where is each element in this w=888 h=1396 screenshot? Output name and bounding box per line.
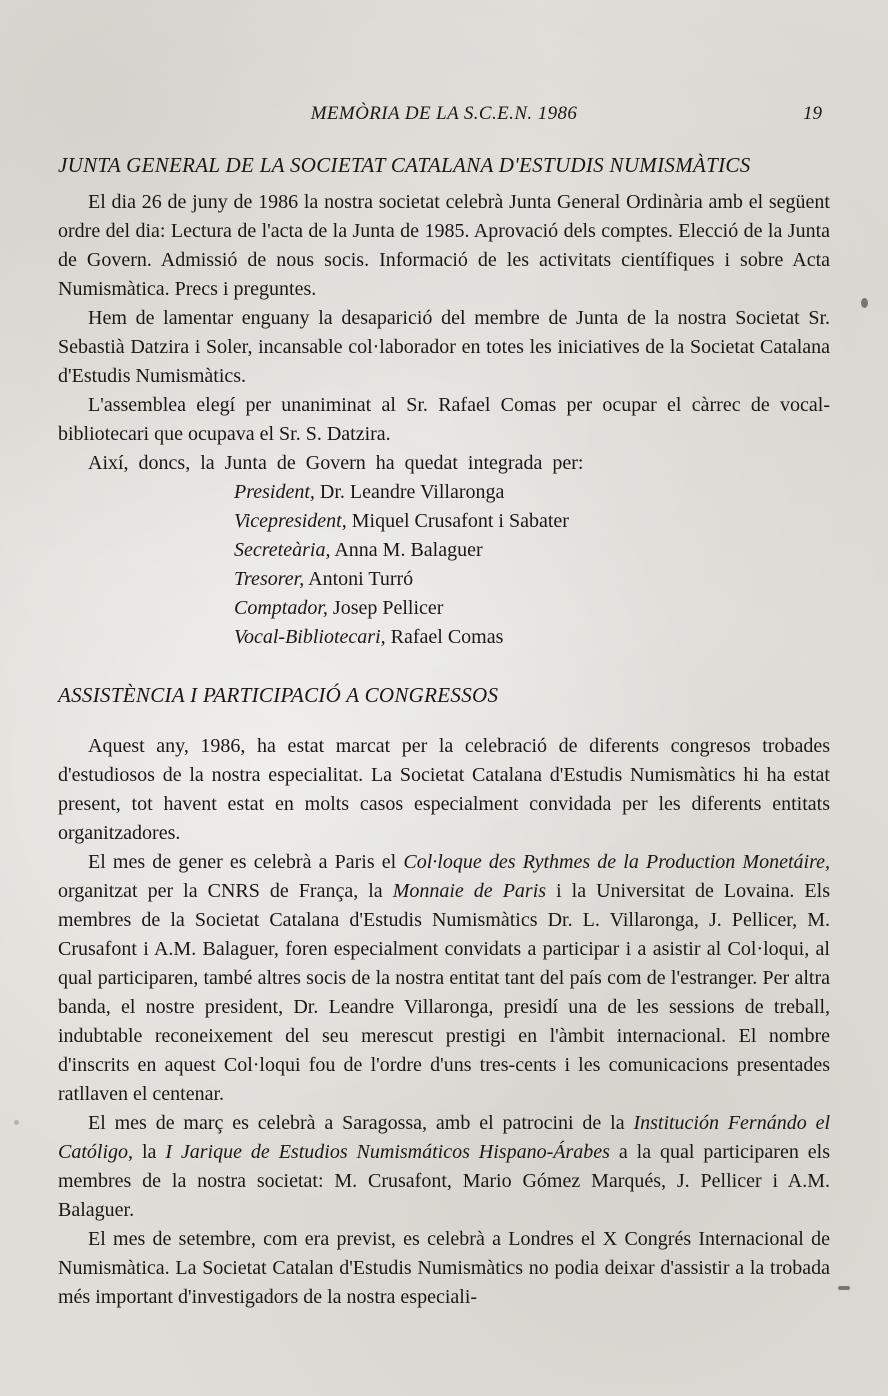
board-name: Miquel Crusafont i Sabater	[351, 510, 569, 532]
board-role: Vocal-Bibliotecari,	[234, 626, 386, 648]
paragraph-marc	[58, 1109, 830, 1225]
running-header	[58, 102, 830, 126]
board-role: Secreteària,	[234, 539, 331, 561]
scan-artifact	[14, 1120, 19, 1125]
board-name: Anna M. Balaguer	[334, 539, 483, 561]
page-number: 19	[803, 103, 822, 124]
paragraph-setembre: El mes de setembre, com era previst, es celebrà a Londres el X Congrés Internacional de Numismàtica. La Societat Catalan d'Estudis Numismàtics no podia deixar d'assistir a la trobada més important d'investigadors de la nostra especiali-	[58, 1228, 830, 1308]
scan-artifact	[838, 1286, 850, 1290]
text-segment: organitzat per la CNRS de França, la	[58, 880, 393, 902]
board-item-vicepresident	[234, 507, 830, 536]
paragraph-junta-intro: Així, doncs, la Junta de Govern ha quedat integrada per:	[88, 452, 584, 474]
board-name: Dr. Leandre Villaronga	[319, 481, 505, 503]
italic-work-title: Col·loque des Rythmes de la Production Monetáire,	[403, 851, 830, 873]
board-item-secretaria	[234, 536, 830, 565]
text-segment: i la Universitat de Lovaina. Els membres de la Societat Catalana d'Estudis Numismàtics Dr. L. Villaronga, J. Pellicer, M. Crusafont i A.M. Balaguer, foren especialment convidats a participar i a asistir al Col·loqui, al qual participaren, també altres socis de la nostra entitat tant del país com de l'estranger. Per altra banda, el nostre president, Dr. Leandre Villaronga, presidí una de les sessions de treball, indubtable reconeixement del seu merescut prestigi en l'àmbit internacional. El nombre d'inscrits en aquest Col·loqui fou de l'ordre d'uns tres-cents i les comunicacions presentades ratllaven el centenar.	[58, 880, 830, 1105]
board-role: Tresorer,	[234, 568, 305, 590]
paragraph-lament: Hem de lamentar enguany la desaparició del membre de Junta de la nostra Societat Sr. Sebastià Datzira i Soler, incansable col·laborador en totes les iniciatives de la Societat Catalana d'Estudis Numismàtics.	[58, 307, 830, 387]
board-list	[58, 478, 830, 652]
board-role: Vicepresident,	[234, 510, 347, 532]
board-item-president	[234, 478, 830, 507]
paragraph-assemblea: L'assemblea elegí per unaniminat al Sr. Rafael Comas per ocupar el càrrec de vocal-bibliotecari que ocupava el Sr. S. Datzira.	[58, 394, 830, 445]
text-segment: El mes de gener es celebrà a Paris el	[88, 851, 404, 873]
board-role: President,	[234, 481, 315, 503]
italic-work-title: Monnaie de Paris	[392, 880, 547, 902]
board-item-comptador	[234, 594, 830, 623]
paragraph-intro: El dia 26 de juny de 1986 la nostra societat celebrà Junta General Ordinària amb el següent ordre del dia: Lectura de l'acta de la Junta de 1985. Aprovació dels comptes. Elecció de la Junta de Govern. Admissió de nous socis. Informació de les activitats científiques i sobre Acta Numismàtica. Precs i preguntes.	[58, 191, 830, 300]
text-segment: a la qual participaren els membres de la nostra societat: M. Crusafont, Mario Gómez Marqués, J. Pellicer i A.M. Balaguer.	[58, 1141, 830, 1221]
running-title: MEMÒRIA DE LA S.C.E.N. 1986	[310, 103, 578, 124]
board-name: Rafael Comas	[390, 626, 504, 648]
text-segment: la	[133, 1141, 166, 1163]
italic-work-title: I Jarique de Estudios Numismáticos Hispano-Árabes	[165, 1141, 610, 1163]
board-name: Josep Pellicer	[332, 597, 444, 619]
scan-artifact	[861, 298, 868, 308]
board-item-tresorer	[234, 565, 830, 594]
section-title-congressos: ASSISTÈNCIA I PARTICIPACIÓ A CONGRESSOS	[58, 683, 499, 707]
board-name: Antoni Turró	[308, 568, 414, 590]
section-title-junta: JUNTA GENERAL DE LA SOCIETAT CATALANA D'ESTUDIS NUMISMÀTICS	[58, 153, 751, 177]
board-role: Comptador,	[234, 597, 328, 619]
board-item-vocal-bibliotecari	[234, 623, 830, 652]
paragraph-gener	[58, 848, 830, 1109]
italic-work-title: Institución Fernándo el Católigo,	[58, 1112, 831, 1163]
text-segment: El mes de març es celebrà a Saragossa, amb el patrocini de la	[88, 1112, 634, 1134]
paragraph-aquest-any: Aquest any, 1986, ha estat marcat per la celebració de diferents congresos trobades d'estudiosos de la nostra especialitat. La Societat Catalana d'Estudis Numismàtics hi ha estat present, tot havent estat en molts casos especialment convidada per les diferents entitats organitzadores.	[58, 735, 830, 844]
